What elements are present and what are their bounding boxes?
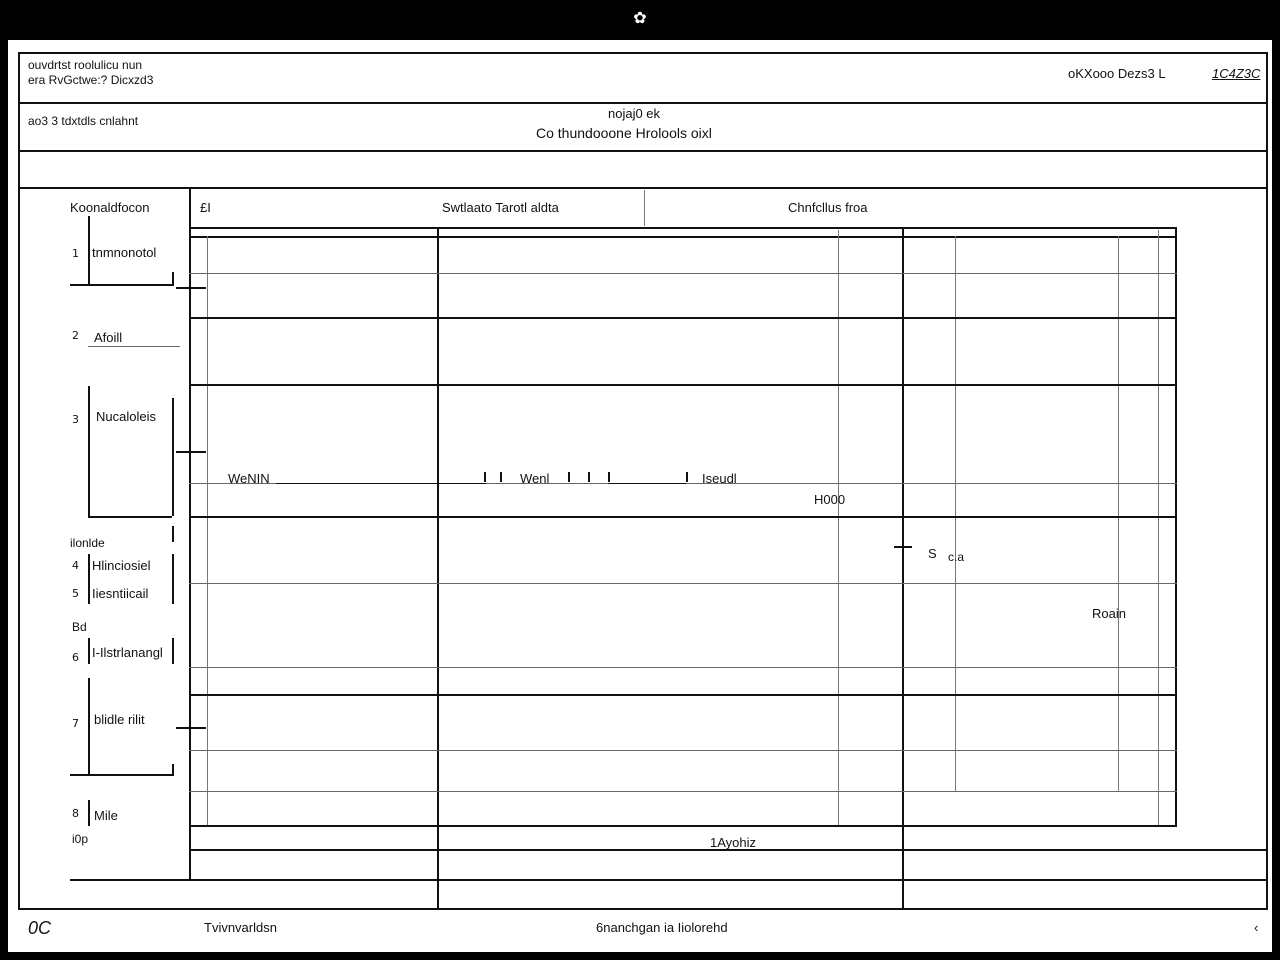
label-rule [70,774,172,776]
row-label: Nucaloleis [96,409,156,424]
row-label: Iiesntiicail [92,586,149,601]
row-number: 4 [72,559,79,572]
mark-tick [484,472,486,482]
mark-leader [608,483,686,484]
grid-mark: WeNIN [228,471,270,486]
window-title-bar [0,0,1280,38]
column-a-header: £I [200,200,211,215]
footer-right-mark[interactable]: ‹ [1254,920,1259,935]
mark-tick [686,472,688,482]
row-rule [189,516,1177,518]
divider [18,102,1268,104]
mark-tick [568,472,570,482]
row-label: Hlinciosiel [92,558,151,573]
header-line-2: era RvGctwe:? Dicxzd3 [28,73,154,87]
label-rule [172,764,174,776]
label-rule [172,638,174,664]
grid-left-rule [189,188,191,881]
gear-icon[interactable]: ✿ [633,8,647,27]
row-number: 5 [72,587,79,600]
label-rule [70,284,172,286]
row-header-label: Koonaldfocon [70,200,150,215]
column-rule [902,228,904,910]
label-bracket [88,638,90,664]
label-bracket [88,554,90,604]
grid-mark: Wenl [520,471,550,486]
row-label: Afoill [94,330,123,345]
page-title: nojaj0 ek [608,106,661,121]
column-rule-thin [207,236,208,826]
label-bracket [88,216,90,286]
label-rule [172,398,174,516]
row-label: I-Ilstrlanangl [92,645,163,660]
row-rule-thin [189,791,1177,792]
label-rule [88,516,172,518]
label-rule [172,554,174,604]
column-rule [437,228,439,910]
title-left-text: ao3 3 tdxtdls cnlahnt [28,114,139,128]
row-rule [189,825,1177,827]
header-line-1: ouvdrtst roolulicu nun [28,58,143,72]
row-number: 2 [72,329,79,342]
label-bracket [88,386,90,516]
tick-mark [894,546,912,548]
side-note: Bd [72,620,87,634]
divider [18,187,1268,189]
tick-mark [176,451,206,453]
header-right-code[interactable]: 1C4Z3C [1212,66,1261,81]
label-bracket [88,678,90,774]
row-number: 8 [72,807,79,820]
side-note: ilonlde [70,536,105,550]
column-b-header: Swtlaato Tarotl aldta [442,200,559,215]
column-rule-thin [1158,230,1159,826]
row-number: 1 [72,247,79,260]
row-label: tnmnonotol [92,245,157,260]
column-rule-thin [838,230,839,826]
row-number: 3 [72,413,79,426]
row-rule-thin [189,667,1177,668]
column-c-header: Chnfcllus froa [788,200,868,215]
row-rule-thin [189,583,1177,584]
mark-tick [608,472,610,482]
divider [18,150,1268,152]
mark-tick [588,472,590,482]
grid-mark: S [928,546,937,561]
row-rule [70,879,1268,881]
grid-mark: Iseudl [702,471,737,486]
grid-mark: 1Ayohiz [710,835,757,850]
label-rule [172,526,174,542]
column-rule-thin [1118,236,1119,792]
footer-code: 0C [28,918,52,938]
header-divider [644,190,645,226]
grid-mark: H000 [814,492,846,507]
label-rule [172,272,174,286]
row-rule-thin [189,750,1177,751]
side-note: i0p [72,832,89,846]
row-rule [189,694,1177,696]
grid-mark: c.a [948,550,965,564]
document-sheet [8,40,1272,952]
header-right-text: oKXooo Dezs3 L [1068,66,1166,81]
footer-label: Tvivnvarldsn [204,920,277,935]
tick-mark [176,727,206,729]
row-rule [189,317,1177,319]
page-subtitle: Co thundooone Hrolools oixl [536,125,712,141]
footer-text: 6nanchgan ia Iiolorehd [596,920,728,935]
row-rule-thin [189,273,1177,274]
label-bracket [88,800,90,826]
outer-frame [18,52,1268,910]
mark-leader [276,483,486,484]
row-label: Mile [94,808,118,823]
tick-mark [176,287,206,289]
mark-tick [500,472,502,482]
row-number: 6 [72,651,79,664]
label-rule-thin [88,346,180,347]
grid-top-rule [189,227,1177,229]
row-rule [189,384,1177,386]
grid-rule [189,236,1177,238]
column-rule-thin [955,236,956,792]
row-label: blidle rilit [94,712,145,727]
grid-mark: Roain [1092,606,1126,621]
row-number: 7 [72,717,79,730]
